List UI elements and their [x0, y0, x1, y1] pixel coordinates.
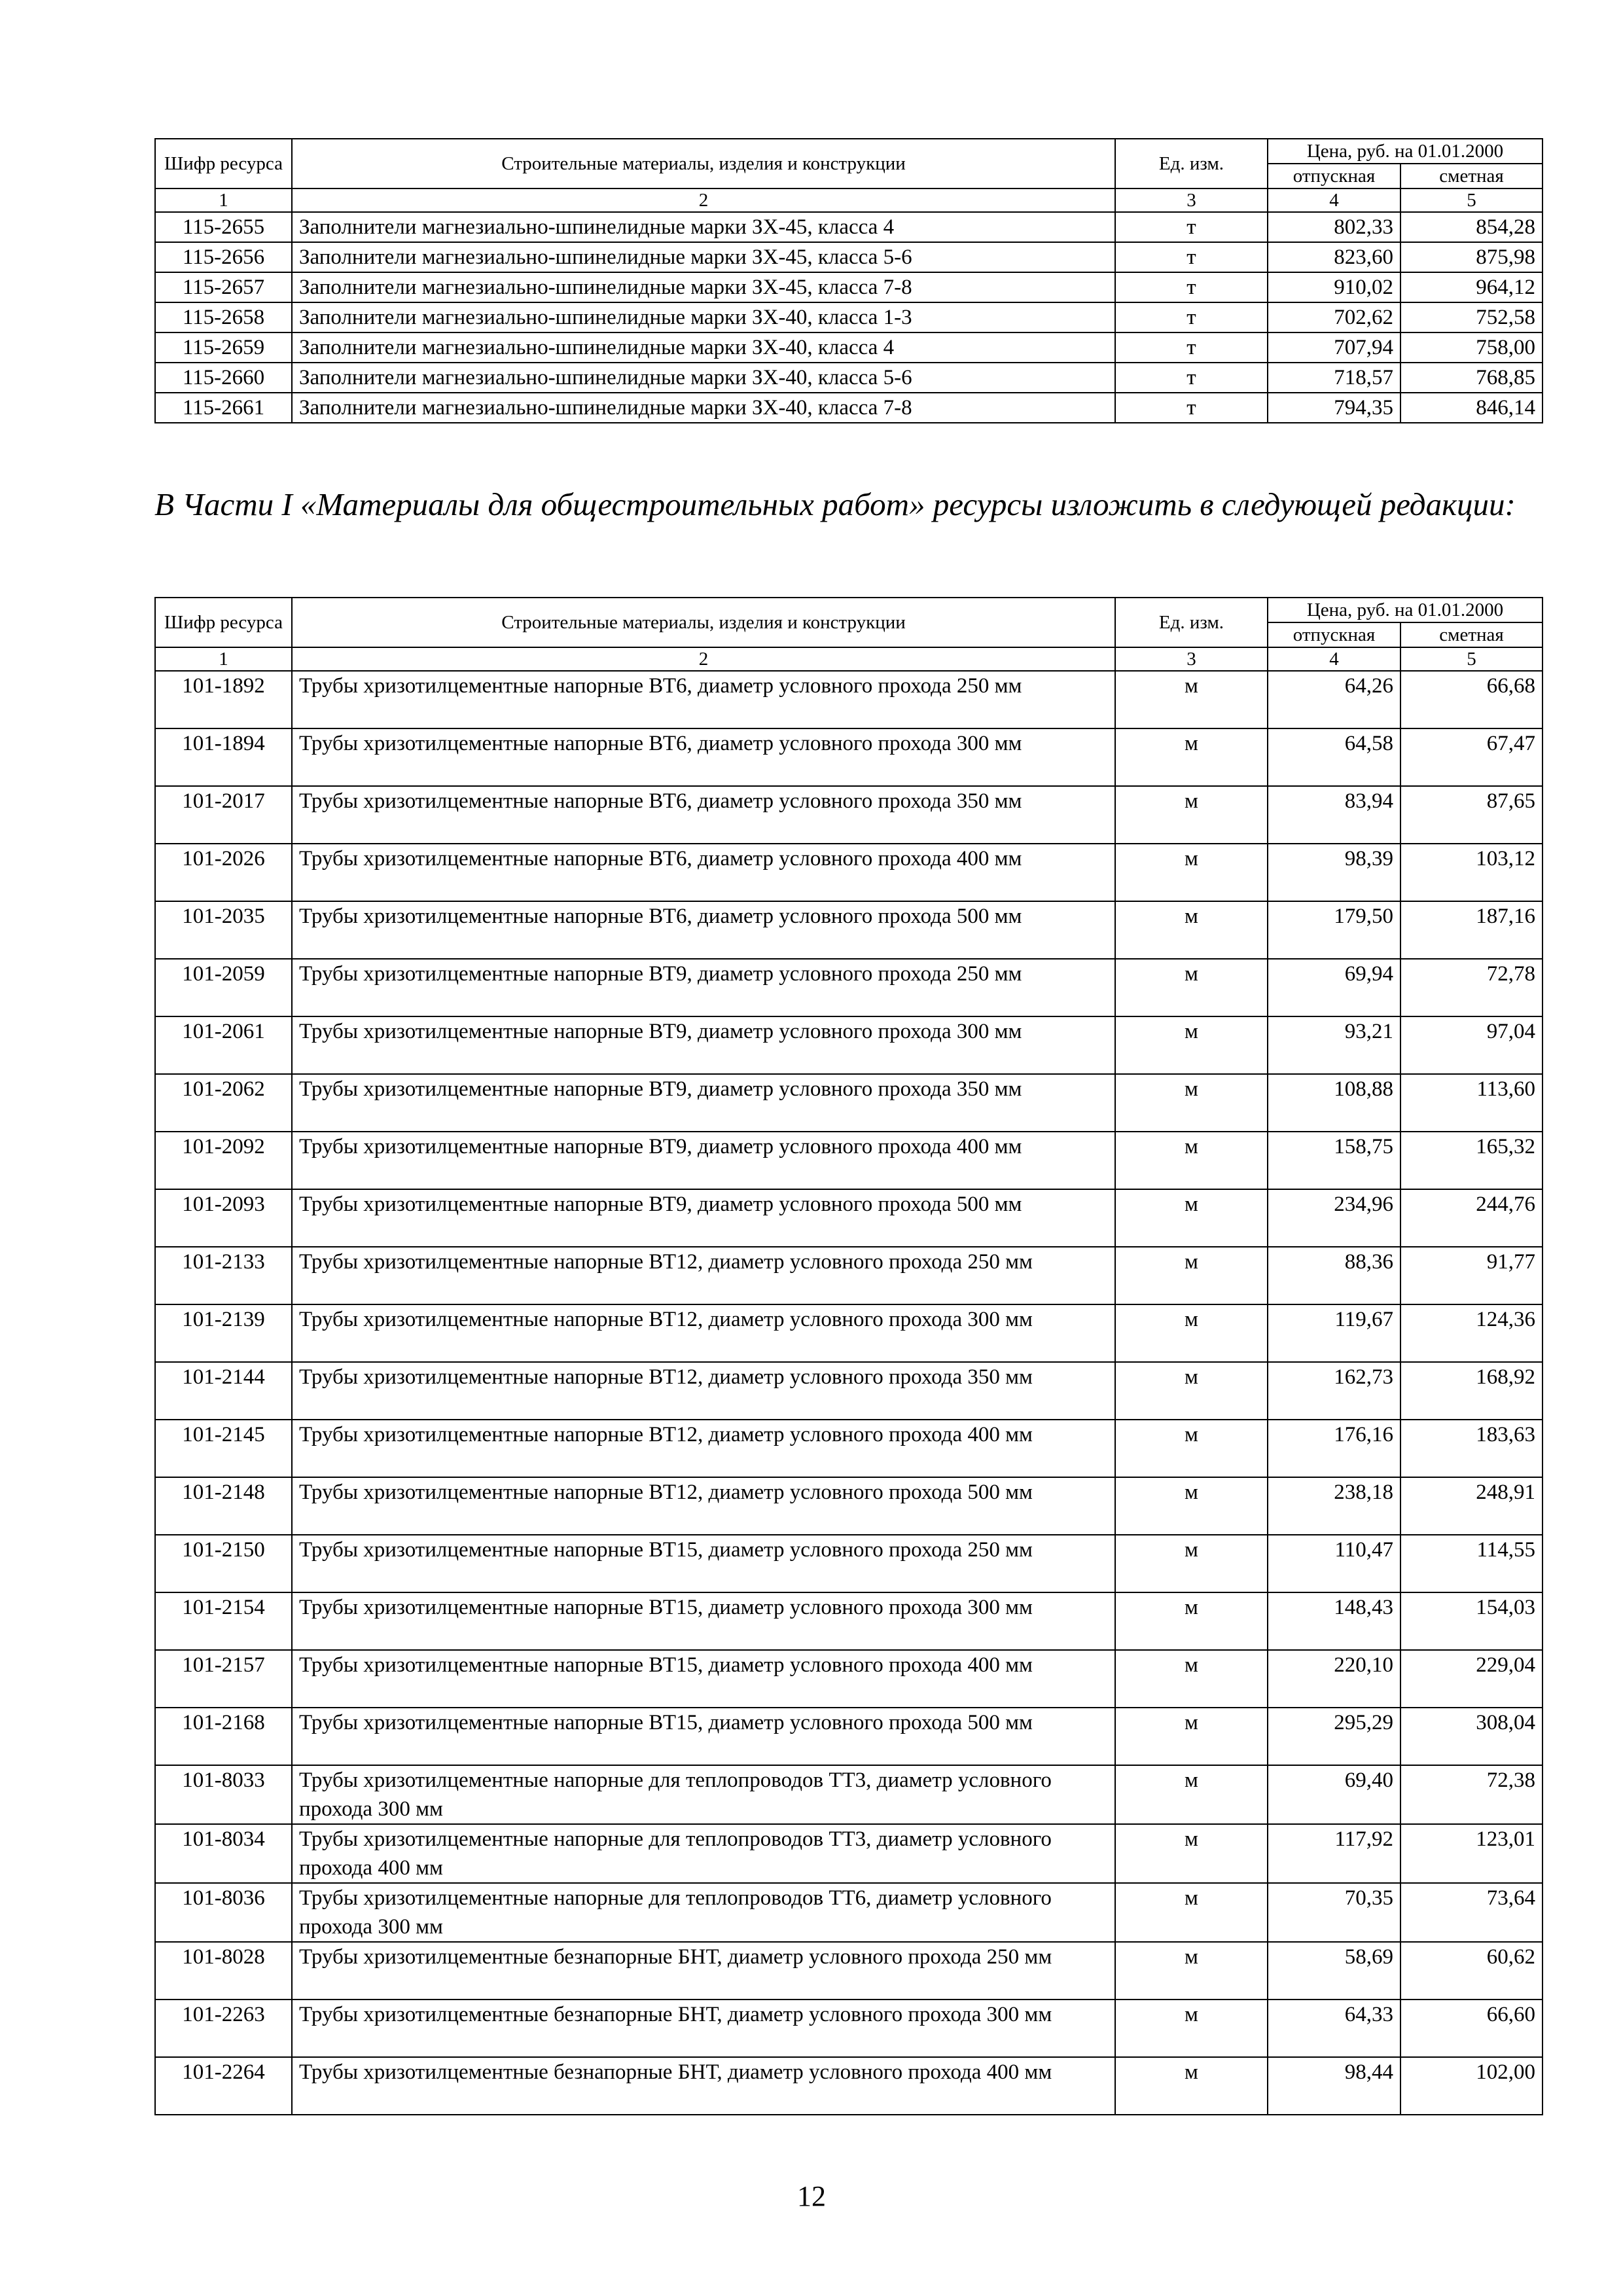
material-name: Трубы хризотилцементные безнапорные БНТ, диаметр условного прохода 300 мм: [292, 2000, 1115, 2057]
header-price: Цена, руб. на 01.01.2000: [1268, 598, 1543, 622]
unit: т: [1115, 332, 1268, 363]
estimate-price: 244,76: [1400, 1189, 1543, 1247]
header-estimate-price: сметная: [1400, 164, 1543, 188]
unit: м: [1115, 786, 1268, 844]
material-name: Трубы хризотилцементные безнапорные БНТ, диаметр условного прохода 250 мм: [292, 1942, 1115, 2000]
table-header: [155, 598, 1543, 671]
release-price: 295,29: [1268, 1708, 1400, 1765]
resource-code: 115-2660: [155, 363, 292, 393]
resource-code: 101-2157: [155, 1650, 292, 1708]
resource-code: 101-2133: [155, 1247, 292, 1304]
release-price: 119,67: [1268, 1304, 1400, 1362]
table-row: [155, 393, 1543, 423]
estimate-price: 308,04: [1400, 1708, 1543, 1765]
release-price: 707,94: [1268, 332, 1400, 363]
table-row: [155, 1420, 1543, 1477]
estimate-price: 768,85: [1400, 363, 1543, 393]
header-price: Цена, руб. на 01.01.2000: [1268, 139, 1543, 164]
unit: м: [1115, 1883, 1268, 1942]
header-estimate-price: сметная: [1400, 622, 1543, 647]
estimate-price: 854,28: [1400, 212, 1543, 242]
release-price: 69,94: [1268, 959, 1400, 1016]
estimate-price: 113,60: [1400, 1074, 1543, 1132]
table-row: [155, 901, 1543, 959]
unit: м: [1115, 728, 1268, 786]
material-name: Трубы хризотилцементные напорные ВТ9, диаметр условного прохода 500 мм: [292, 1189, 1115, 1247]
header-name: Строительные материалы, изделия и конструкции: [292, 598, 1115, 647]
table-row: [155, 1074, 1543, 1132]
materials-table-1: [154, 138, 1543, 423]
table-row: [155, 786, 1543, 844]
column-number: 1: [155, 188, 292, 212]
table-row: [155, 242, 1543, 272]
resource-code: 101-2092: [155, 1132, 292, 1189]
unit: м: [1115, 1650, 1268, 1708]
unit: т: [1115, 363, 1268, 393]
unit: м: [1115, 1189, 1268, 1247]
table-row: [155, 302, 1543, 332]
resource-code: 101-2148: [155, 1477, 292, 1535]
column-number: 5: [1400, 188, 1543, 212]
table-row: [155, 272, 1543, 302]
unit: м: [1115, 1420, 1268, 1477]
unit: м: [1115, 844, 1268, 901]
material-name: Трубы хризотилцементные напорные ВТ12, диаметр условного прохода 400 мм: [292, 1420, 1115, 1477]
column-number: 1: [155, 647, 292, 671]
header-code: Шифр ресурса: [155, 598, 292, 647]
resource-code: 101-2026: [155, 844, 292, 901]
release-price: 93,21: [1268, 1016, 1400, 1074]
material-name: Трубы хризотилцементные напорные для теплопроводов ТТ3, диаметр условного прохода 400 мм: [292, 1824, 1115, 1883]
material-name: Заполнители магнезиально-шпинелидные марки ЗХ-45, класса 7-8: [292, 272, 1115, 302]
resource-code: 101-2154: [155, 1592, 292, 1650]
table-header: [155, 139, 1543, 212]
material-name: Трубы хризотилцементные напорные ВТ15, диаметр условного прохода 500 мм: [292, 1708, 1115, 1765]
resource-code: 115-2656: [155, 242, 292, 272]
table-row: [155, 1304, 1543, 1362]
estimate-price: 964,12: [1400, 272, 1543, 302]
release-price: 88,36: [1268, 1247, 1400, 1304]
estimate-price: 66,68: [1400, 671, 1543, 728]
unit: м: [1115, 1477, 1268, 1535]
release-price: 64,26: [1268, 671, 1400, 728]
unit: м: [1115, 1304, 1268, 1362]
material-name: Трубы хризотилцементные напорные для теплопроводов ТТ3, диаметр условного прохода 300 мм: [292, 1765, 1115, 1824]
resource-code: 101-2061: [155, 1016, 292, 1074]
table-row: [155, 212, 1543, 242]
estimate-price: 846,14: [1400, 393, 1543, 423]
estimate-price: 72,78: [1400, 959, 1543, 1016]
release-price: 794,35: [1268, 393, 1400, 423]
material-name: Трубы хризотилцементные напорные ВТ12, диаметр условного прохода 350 мм: [292, 1362, 1115, 1420]
column-number: 2: [292, 188, 1115, 212]
resource-code: 101-8028: [155, 1942, 292, 2000]
material-name: Трубы хризотилцементные напорные ВТ12, диаметр условного прохода 500 мм: [292, 1477, 1115, 1535]
table-row: [155, 2057, 1543, 2115]
resource-code: 101-8033: [155, 1765, 292, 1824]
unit: м: [1115, 2000, 1268, 2057]
material-name: Трубы хризотилцементные напорные ВТ6, диаметр условного прохода 350 мм: [292, 786, 1115, 844]
unit: м: [1115, 959, 1268, 1016]
table-row: [155, 959, 1543, 1016]
resource-code: 101-2093: [155, 1189, 292, 1247]
estimate-price: 60,62: [1400, 1942, 1543, 2000]
release-price: 117,92: [1268, 1824, 1400, 1883]
estimate-price: 72,38: [1400, 1765, 1543, 1824]
table-row: [155, 1824, 1543, 1883]
table-row: [155, 1016, 1543, 1074]
table-row: [155, 332, 1543, 363]
material-name: Трубы хризотилцементные напорные ВТ9, диаметр условного прохода 350 мм: [292, 1074, 1115, 1132]
material-name: Трубы хризотилцементные безнапорные БНТ, диаметр условного прохода 400 мм: [292, 2057, 1115, 2115]
release-price: 179,50: [1268, 901, 1400, 959]
material-name: Заполнители магнезиально-шпинелидные марки ЗХ-40, класса 7-8: [292, 393, 1115, 423]
resource-code: 101-2150: [155, 1535, 292, 1592]
estimate-price: 168,92: [1400, 1362, 1543, 1420]
table-row: [155, 671, 1543, 728]
table-row: [155, 728, 1543, 786]
resource-code: 115-2658: [155, 302, 292, 332]
resource-code: 101-1894: [155, 728, 292, 786]
table-row: [155, 1189, 1543, 1247]
resource-code: 101-2062: [155, 1074, 292, 1132]
estimate-price: 91,77: [1400, 1247, 1543, 1304]
material-name: Заполнители магнезиально-шпинелидные марки ЗХ-40, класса 5-6: [292, 363, 1115, 393]
table-row: [155, 1592, 1543, 1650]
section-heading: В Части I «Материалы для общестроительных работ» ресурсы изложить в следующей редакции:: [154, 486, 1516, 522]
resource-code: 101-8034: [155, 1824, 292, 1883]
material-name: Трубы хризотилцементные напорные ВТ15, диаметр условного прохода 250 мм: [292, 1535, 1115, 1592]
estimate-price: 752,58: [1400, 302, 1543, 332]
estimate-price: 875,98: [1400, 242, 1543, 272]
material-name: Трубы хризотилцементные напорные ВТ6, диаметр условного прохода 300 мм: [292, 728, 1115, 786]
release-price: 70,35: [1268, 1883, 1400, 1942]
resource-code: 115-2661: [155, 393, 292, 423]
resource-code: 101-2144: [155, 1362, 292, 1420]
release-price: 220,10: [1268, 1650, 1400, 1708]
resource-code: 101-2168: [155, 1708, 292, 1765]
material-name: Трубы хризотилцементные напорные ВТ6, диаметр условного прохода 400 мм: [292, 844, 1115, 901]
material-name: Заполнители магнезиально-шпинелидные марки ЗХ-45, класса 5-6: [292, 242, 1115, 272]
resource-code: 101-2263: [155, 2000, 292, 2057]
release-price: 98,39: [1268, 844, 1400, 901]
unit: т: [1115, 272, 1268, 302]
material-name: Трубы хризотилцементные напорные ВТ6, диаметр условного прохода 500 мм: [292, 901, 1115, 959]
unit: м: [1115, 1535, 1268, 1592]
column-number: 4: [1268, 647, 1400, 671]
estimate-price: 183,63: [1400, 1420, 1543, 1477]
table-row: [155, 1765, 1543, 1824]
unit: м: [1115, 1362, 1268, 1420]
material-name: Заполнители магнезиально-шпинелидные марки ЗХ-45, класса 4: [292, 212, 1115, 242]
resource-code: 101-8036: [155, 1883, 292, 1942]
unit: м: [1115, 1824, 1268, 1883]
resource-code: 101-2145: [155, 1420, 292, 1477]
estimate-price: 123,01: [1400, 1824, 1543, 1883]
release-price: 110,47: [1268, 1535, 1400, 1592]
resource-code: 101-2264: [155, 2057, 292, 2115]
release-price: 69,40: [1268, 1765, 1400, 1824]
estimate-price: 66,60: [1400, 2000, 1543, 2057]
unit: м: [1115, 2057, 1268, 2115]
material-name: Трубы хризотилцементные напорные ВТ15, диаметр условного прохода 300 мм: [292, 1592, 1115, 1650]
release-price: 64,33: [1268, 2000, 1400, 2057]
material-name: Трубы хризотилцементные напорные ВТ12, диаметр условного прохода 300 мм: [292, 1304, 1115, 1362]
release-price: 718,57: [1268, 363, 1400, 393]
release-price: 158,75: [1268, 1132, 1400, 1189]
resource-code: 101-2139: [155, 1304, 292, 1362]
page-number: 12: [797, 2180, 826, 2212]
unit: м: [1115, 1074, 1268, 1132]
table-row: [155, 1477, 1543, 1535]
release-price: 83,94: [1268, 786, 1400, 844]
release-price: 910,02: [1268, 272, 1400, 302]
material-name: Трубы хризотилцементные напорные ВТ6, диаметр условного прохода 250 мм: [292, 671, 1115, 728]
estimate-price: 248,91: [1400, 1477, 1543, 1535]
header-unit: Ед. изм.: [1115, 598, 1268, 647]
material-name: Трубы хризотилцементные напорные ВТ9, диаметр условного прохода 250 мм: [292, 959, 1115, 1016]
resource-code: 101-2017: [155, 786, 292, 844]
estimate-price: 102,00: [1400, 2057, 1543, 2115]
table-row: [155, 1942, 1543, 2000]
unit: м: [1115, 1016, 1268, 1074]
table-row: [155, 2000, 1543, 2057]
release-price: 702,62: [1268, 302, 1400, 332]
material-name: Трубы хризотилцементные напорные ВТ15, диаметр условного прохода 400 мм: [292, 1650, 1115, 1708]
release-price: 58,69: [1268, 1942, 1400, 2000]
material-name: Трубы хризотилцементные напорные ВТ9, диаметр условного прохода 300 мм: [292, 1016, 1115, 1074]
unit: м: [1115, 901, 1268, 959]
material-name: Заполнители магнезиально-шпинелидные марки ЗХ-40, класса 1-3: [292, 302, 1115, 332]
unit: т: [1115, 393, 1268, 423]
column-number: 2: [292, 647, 1115, 671]
release-price: 176,16: [1268, 1420, 1400, 1477]
unit: м: [1115, 1132, 1268, 1189]
estimate-price: 103,12: [1400, 844, 1543, 901]
resource-code: 101-2035: [155, 901, 292, 959]
estimate-price: 187,16: [1400, 901, 1543, 959]
header-name: Строительные материалы, изделия и конструкции: [292, 139, 1115, 188]
table-row: [155, 1535, 1543, 1592]
unit: т: [1115, 242, 1268, 272]
table-row: [155, 844, 1543, 901]
material-name: Трубы хризотилцементные напорные ВТ12, диаметр условного прохода 250 мм: [292, 1247, 1115, 1304]
release-price: 162,73: [1268, 1362, 1400, 1420]
header-unit: Ед. изм.: [1115, 139, 1268, 188]
estimate-price: 758,00: [1400, 332, 1543, 363]
release-price: 234,96: [1268, 1189, 1400, 1247]
release-price: 108,88: [1268, 1074, 1400, 1132]
estimate-price: 67,47: [1400, 728, 1543, 786]
resource-code: 115-2657: [155, 272, 292, 302]
unit: м: [1115, 1942, 1268, 2000]
release-price: 64,58: [1268, 728, 1400, 786]
material-name: Трубы хризотилцементные напорные ВТ9, диаметр условного прохода 400 мм: [292, 1132, 1115, 1189]
resource-code: 101-1892: [155, 671, 292, 728]
header-code: Шифр ресурса: [155, 139, 292, 188]
unit: м: [1115, 1592, 1268, 1650]
estimate-price: 87,65: [1400, 786, 1543, 844]
unit: м: [1115, 1765, 1268, 1824]
release-price: 98,44: [1268, 2057, 1400, 2115]
estimate-price: 229,04: [1400, 1650, 1543, 1708]
table-row: [155, 1708, 1543, 1765]
estimate-price: 165,32: [1400, 1132, 1543, 1189]
estimate-price: 154,03: [1400, 1592, 1543, 1650]
column-number: 3: [1115, 647, 1268, 671]
header-release-price: отпускная: [1268, 622, 1400, 647]
material-name: Трубы хризотилцементные напорные для теплопроводов ТТ6, диаметр условного прохода 300 мм: [292, 1883, 1115, 1942]
table-row: [155, 1132, 1543, 1189]
column-number: 5: [1400, 647, 1543, 671]
release-price: 148,43: [1268, 1592, 1400, 1650]
resource-code: 115-2659: [155, 332, 292, 363]
unit: м: [1115, 1247, 1268, 1304]
resource-code: 101-2059: [155, 959, 292, 1016]
table-row: [155, 1650, 1543, 1708]
unit: т: [1115, 302, 1268, 332]
table-row: [155, 1362, 1543, 1420]
estimate-price: 124,36: [1400, 1304, 1543, 1362]
unit: т: [1115, 212, 1268, 242]
resource-code: 115-2655: [155, 212, 292, 242]
table-row: [155, 363, 1543, 393]
estimate-price: 114,55: [1400, 1535, 1543, 1592]
release-price: 238,18: [1268, 1477, 1400, 1535]
material-name: Заполнители магнезиально-шпинелидные марки ЗХ-40, класса 4: [292, 332, 1115, 363]
estimate-price: 73,64: [1400, 1883, 1543, 1942]
release-price: 823,60: [1268, 242, 1400, 272]
header-release-price: отпускная: [1268, 164, 1400, 188]
estimate-price: 97,04: [1400, 1016, 1543, 1074]
column-number: 3: [1115, 188, 1268, 212]
column-number: 4: [1268, 188, 1400, 212]
materials-table-2: [154, 597, 1543, 2115]
table-row: [155, 1883, 1543, 1942]
unit: м: [1115, 1708, 1268, 1765]
release-price: 802,33: [1268, 212, 1400, 242]
table-row: [155, 1247, 1543, 1304]
unit: м: [1115, 671, 1268, 728]
